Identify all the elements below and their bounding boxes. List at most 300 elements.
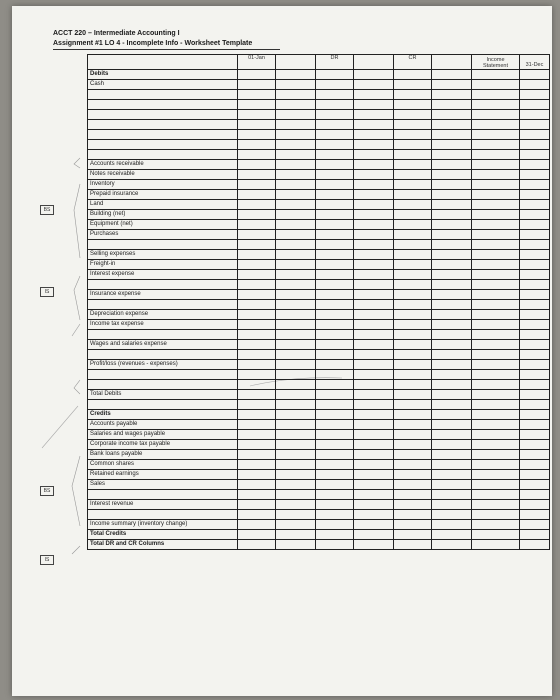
amount-cell bbox=[472, 480, 520, 490]
header-dr: DR bbox=[316, 55, 354, 70]
amount-cell bbox=[316, 410, 354, 420]
amount-cell bbox=[354, 250, 394, 260]
amount-cell bbox=[520, 540, 550, 550]
amount-cell bbox=[316, 540, 354, 550]
amount-cell bbox=[520, 390, 550, 400]
table-row bbox=[88, 460, 550, 470]
table-row bbox=[88, 260, 550, 270]
table-row bbox=[88, 210, 550, 220]
amount-cell bbox=[520, 230, 550, 240]
amount-cell bbox=[316, 210, 354, 220]
table-row bbox=[88, 440, 550, 450]
amount-cell bbox=[316, 460, 354, 470]
amount-cell bbox=[276, 70, 316, 80]
amount-cell bbox=[432, 160, 472, 170]
amount-cell bbox=[316, 330, 354, 340]
account-label bbox=[88, 370, 238, 380]
amount-cell bbox=[432, 250, 472, 260]
amount-cell bbox=[394, 300, 432, 310]
table-row bbox=[88, 230, 550, 240]
amount-cell bbox=[316, 510, 354, 520]
amount-cell bbox=[520, 130, 550, 140]
amount-cell bbox=[432, 460, 472, 470]
amount-cell bbox=[238, 150, 276, 160]
amount-cell bbox=[276, 300, 316, 310]
amount-cell bbox=[276, 520, 316, 530]
amount-cell bbox=[520, 530, 550, 540]
amount-cell bbox=[276, 460, 316, 470]
amount-cell bbox=[432, 320, 472, 330]
amount-cell bbox=[276, 380, 316, 390]
account-label: Salaries and wages payable bbox=[88, 430, 238, 440]
amount-cell bbox=[520, 290, 550, 300]
amount-cell bbox=[432, 500, 472, 510]
amount-cell bbox=[394, 450, 432, 460]
amount-cell bbox=[276, 170, 316, 180]
amount-cell bbox=[276, 500, 316, 510]
amount-cell bbox=[520, 330, 550, 340]
account-label bbox=[88, 240, 238, 250]
account-label: Total Debits bbox=[88, 390, 238, 400]
amount-cell bbox=[432, 540, 472, 550]
account-label: Equipment (net) bbox=[88, 220, 238, 230]
amount-cell bbox=[276, 190, 316, 200]
amount-cell bbox=[238, 380, 276, 390]
amount-cell bbox=[276, 540, 316, 550]
amount-cell bbox=[238, 480, 276, 490]
amount-cell bbox=[316, 490, 354, 500]
amount-cell bbox=[520, 190, 550, 200]
amount-cell bbox=[354, 280, 394, 290]
amount-cell bbox=[394, 90, 432, 100]
amount-cell bbox=[432, 370, 472, 380]
amount-cell bbox=[316, 100, 354, 110]
account-label: Land bbox=[88, 200, 238, 210]
amount-cell bbox=[472, 460, 520, 470]
table-row bbox=[88, 400, 550, 410]
amount-cell bbox=[354, 440, 394, 450]
amount-cell bbox=[432, 220, 472, 230]
account-label: Debits bbox=[88, 70, 238, 80]
amount-cell bbox=[520, 360, 550, 370]
table-row bbox=[88, 130, 550, 140]
account-label bbox=[88, 510, 238, 520]
amount-cell bbox=[238, 350, 276, 360]
amount-cell bbox=[354, 150, 394, 160]
amount-cell bbox=[238, 320, 276, 330]
account-label: Interest expense bbox=[88, 270, 238, 280]
amount-cell bbox=[432, 450, 472, 460]
amount-cell bbox=[520, 110, 550, 120]
amount-cell bbox=[238, 440, 276, 450]
amount-cell bbox=[316, 340, 354, 350]
amount-cell bbox=[354, 530, 394, 540]
amount-cell bbox=[472, 310, 520, 320]
amount-cell bbox=[472, 260, 520, 270]
amount-cell bbox=[354, 480, 394, 490]
amount-cell bbox=[472, 530, 520, 540]
amount-cell bbox=[238, 120, 276, 130]
amount-cell bbox=[354, 400, 394, 410]
amount-cell bbox=[520, 80, 550, 90]
amount-cell bbox=[316, 520, 354, 530]
amount-cell bbox=[394, 420, 432, 430]
amount-cell bbox=[520, 160, 550, 170]
amount-cell bbox=[472, 80, 520, 90]
amount-cell bbox=[354, 160, 394, 170]
amount-cell bbox=[354, 260, 394, 270]
amount-cell bbox=[316, 230, 354, 240]
amount-cell bbox=[432, 420, 472, 430]
amount-cell bbox=[520, 380, 550, 390]
table-row bbox=[88, 370, 550, 380]
amount-cell bbox=[238, 340, 276, 350]
amount-cell bbox=[316, 350, 354, 360]
side-label-is: IS bbox=[40, 555, 54, 565]
amount-cell bbox=[276, 130, 316, 140]
amount-cell bbox=[276, 330, 316, 340]
amount-cell bbox=[472, 160, 520, 170]
amount-cell bbox=[238, 210, 276, 220]
amount-cell bbox=[472, 290, 520, 300]
amount-cell bbox=[394, 520, 432, 530]
amount-cell bbox=[238, 460, 276, 470]
header-dec: 31-Dec bbox=[520, 55, 550, 70]
header-income-statement: Income Statement bbox=[472, 55, 520, 70]
amount-cell bbox=[520, 310, 550, 320]
amount-cell bbox=[432, 430, 472, 440]
amount-cell bbox=[276, 140, 316, 150]
amount-cell bbox=[472, 400, 520, 410]
amount-cell bbox=[472, 270, 520, 280]
amount-cell bbox=[432, 510, 472, 520]
amount-cell bbox=[354, 320, 394, 330]
amount-cell bbox=[276, 100, 316, 110]
table-row bbox=[88, 430, 550, 440]
amount-cell bbox=[316, 530, 354, 540]
account-label: Cash bbox=[88, 80, 238, 90]
amount-cell bbox=[316, 170, 354, 180]
amount-cell bbox=[432, 260, 472, 270]
account-label: Credits bbox=[88, 410, 238, 420]
amount-cell bbox=[394, 270, 432, 280]
amount-cell bbox=[238, 190, 276, 200]
amount-cell bbox=[394, 110, 432, 120]
amount-cell bbox=[276, 440, 316, 450]
amount-cell bbox=[238, 540, 276, 550]
amount-cell bbox=[238, 510, 276, 520]
amount-cell bbox=[276, 200, 316, 210]
amount-cell bbox=[432, 150, 472, 160]
amount-cell bbox=[520, 270, 550, 280]
amount-cell bbox=[394, 360, 432, 370]
amount-cell bbox=[472, 540, 520, 550]
amount-cell bbox=[472, 70, 520, 80]
table-row bbox=[88, 300, 550, 310]
amount-cell bbox=[394, 130, 432, 140]
assignment-title: Assignment #1 LO 4 - Incomplete Info - Worksheet Template bbox=[53, 40, 253, 47]
header-account-cell bbox=[88, 55, 238, 70]
amount-cell bbox=[276, 220, 316, 230]
amount-cell bbox=[394, 400, 432, 410]
amount-cell bbox=[394, 240, 432, 250]
amount-cell bbox=[276, 320, 316, 330]
amount-cell bbox=[238, 430, 276, 440]
table-row bbox=[88, 220, 550, 230]
amount-cell bbox=[238, 410, 276, 420]
amount-cell bbox=[238, 290, 276, 300]
amount-cell bbox=[520, 300, 550, 310]
table-row bbox=[88, 190, 550, 200]
account-label bbox=[88, 300, 238, 310]
amount-cell bbox=[354, 270, 394, 280]
amount-cell bbox=[432, 240, 472, 250]
amount-cell bbox=[276, 160, 316, 170]
table-row bbox=[88, 410, 550, 420]
amount-cell bbox=[276, 480, 316, 490]
amount-cell bbox=[354, 430, 394, 440]
amount-cell bbox=[520, 180, 550, 190]
amount-cell bbox=[238, 310, 276, 320]
account-label: Sales bbox=[88, 480, 238, 490]
account-label bbox=[88, 380, 238, 390]
table-row bbox=[88, 510, 550, 520]
amount-cell bbox=[276, 150, 316, 160]
amount-cell bbox=[432, 170, 472, 180]
amount-cell bbox=[316, 500, 354, 510]
amount-cell bbox=[238, 490, 276, 500]
amount-cell bbox=[316, 440, 354, 450]
amount-cell bbox=[472, 450, 520, 460]
amount-cell bbox=[354, 310, 394, 320]
amount-cell bbox=[472, 90, 520, 100]
amount-cell bbox=[394, 340, 432, 350]
amount-cell bbox=[472, 300, 520, 310]
amount-cell bbox=[238, 400, 276, 410]
amount-cell bbox=[354, 380, 394, 390]
amount-cell bbox=[316, 400, 354, 410]
amount-cell bbox=[432, 480, 472, 490]
amount-cell bbox=[316, 150, 354, 160]
amount-cell bbox=[520, 410, 550, 420]
amount-cell bbox=[316, 270, 354, 280]
amount-cell bbox=[238, 420, 276, 430]
amount-cell bbox=[520, 140, 550, 150]
amount-cell bbox=[276, 430, 316, 440]
amount-cell bbox=[354, 470, 394, 480]
amount-cell bbox=[238, 80, 276, 90]
table-row bbox=[88, 70, 550, 80]
amount-cell bbox=[354, 90, 394, 100]
account-label: Wages and salaries expense bbox=[88, 340, 238, 350]
amount-cell bbox=[316, 220, 354, 230]
amount-cell bbox=[316, 190, 354, 200]
amount-cell bbox=[394, 150, 432, 160]
amount-cell bbox=[316, 240, 354, 250]
amount-cell bbox=[520, 460, 550, 470]
amount-cell bbox=[394, 180, 432, 190]
table-row bbox=[88, 470, 550, 480]
amount-cell bbox=[276, 80, 316, 90]
amount-cell bbox=[432, 340, 472, 350]
amount-cell bbox=[432, 400, 472, 410]
amount-cell bbox=[394, 280, 432, 290]
amount-cell bbox=[520, 250, 550, 260]
amount-cell bbox=[276, 310, 316, 320]
account-label: Accounts payable bbox=[88, 420, 238, 430]
amount-cell bbox=[472, 500, 520, 510]
amount-cell bbox=[354, 80, 394, 90]
amount-cell bbox=[238, 160, 276, 170]
amount-cell bbox=[472, 410, 520, 420]
amount-cell bbox=[520, 240, 550, 250]
amount-cell bbox=[520, 200, 550, 210]
amount-cell bbox=[238, 180, 276, 190]
amount-cell bbox=[354, 360, 394, 370]
table-row bbox=[88, 540, 550, 550]
amount-cell bbox=[276, 210, 316, 220]
amount-cell bbox=[472, 520, 520, 530]
amount-cell bbox=[520, 100, 550, 110]
amount-cell bbox=[394, 170, 432, 180]
account-label: Building (net) bbox=[88, 210, 238, 220]
amount-cell bbox=[354, 220, 394, 230]
amount-cell bbox=[354, 100, 394, 110]
table-row bbox=[88, 310, 550, 320]
amount-cell bbox=[354, 390, 394, 400]
amount-cell bbox=[472, 110, 520, 120]
account-label: Depreciation expense bbox=[88, 310, 238, 320]
amount-cell bbox=[316, 300, 354, 310]
amount-cell bbox=[238, 140, 276, 150]
amount-cell bbox=[520, 430, 550, 440]
amount-cell bbox=[316, 360, 354, 370]
account-label: Freight-in bbox=[88, 260, 238, 270]
table-row bbox=[88, 160, 550, 170]
amount-cell bbox=[432, 410, 472, 420]
amount-cell bbox=[432, 180, 472, 190]
amount-cell bbox=[520, 150, 550, 160]
amount-cell bbox=[276, 410, 316, 420]
amount-cell bbox=[394, 390, 432, 400]
amount-cell bbox=[394, 330, 432, 340]
amount-cell bbox=[394, 460, 432, 470]
amount-cell bbox=[276, 490, 316, 500]
table-row bbox=[88, 140, 550, 150]
amount-cell bbox=[276, 260, 316, 270]
amount-cell bbox=[520, 320, 550, 330]
amount-cell bbox=[354, 510, 394, 520]
account-label: Selling expenses bbox=[88, 250, 238, 260]
table-row bbox=[88, 380, 550, 390]
amount-cell bbox=[472, 250, 520, 260]
amount-cell bbox=[276, 470, 316, 480]
amount-cell bbox=[354, 200, 394, 210]
amount-cell bbox=[238, 70, 276, 80]
amount-cell bbox=[276, 110, 316, 120]
table-row bbox=[88, 110, 550, 120]
amount-cell bbox=[276, 280, 316, 290]
amount-cell bbox=[316, 130, 354, 140]
account-label: Income summary (inventory change) bbox=[88, 520, 238, 530]
account-label bbox=[88, 90, 238, 100]
amount-cell bbox=[472, 230, 520, 240]
amount-cell bbox=[316, 110, 354, 120]
amount-cell bbox=[472, 180, 520, 190]
amount-cell bbox=[432, 100, 472, 110]
amount-cell bbox=[316, 80, 354, 90]
amount-cell bbox=[354, 190, 394, 200]
amount-cell bbox=[520, 490, 550, 500]
table-row bbox=[88, 450, 550, 460]
account-label: Bank loans payable bbox=[88, 450, 238, 460]
column-header-row bbox=[88, 55, 550, 70]
amount-cell bbox=[394, 70, 432, 80]
amount-cell bbox=[432, 290, 472, 300]
amount-cell bbox=[432, 70, 472, 80]
table-row bbox=[88, 90, 550, 100]
amount-cell bbox=[316, 470, 354, 480]
amount-cell bbox=[354, 490, 394, 500]
amount-cell bbox=[354, 460, 394, 470]
amount-cell bbox=[432, 390, 472, 400]
table-row bbox=[88, 530, 550, 540]
amount-cell bbox=[432, 130, 472, 140]
amount-cell bbox=[354, 520, 394, 530]
amount-cell bbox=[354, 420, 394, 430]
amount-cell bbox=[316, 180, 354, 190]
amount-cell bbox=[394, 500, 432, 510]
amount-cell bbox=[520, 260, 550, 270]
amount-cell bbox=[394, 310, 432, 320]
amount-cell bbox=[238, 330, 276, 340]
amount-cell bbox=[238, 90, 276, 100]
amount-cell bbox=[276, 510, 316, 520]
amount-cell bbox=[520, 370, 550, 380]
side-label-bs: BS bbox=[40, 486, 54, 496]
account-label: Interest revenue bbox=[88, 500, 238, 510]
amount-cell bbox=[316, 70, 354, 80]
amount-cell bbox=[432, 140, 472, 150]
amount-cell bbox=[472, 380, 520, 390]
table-row bbox=[88, 390, 550, 400]
amount-cell bbox=[276, 420, 316, 430]
table-row bbox=[88, 420, 550, 430]
amount-cell bbox=[472, 320, 520, 330]
amount-cell bbox=[394, 160, 432, 170]
amount-cell bbox=[354, 330, 394, 340]
amount-cell bbox=[316, 420, 354, 430]
amount-cell bbox=[394, 380, 432, 390]
amount-cell bbox=[432, 310, 472, 320]
amount-cell bbox=[238, 390, 276, 400]
amount-cell bbox=[276, 390, 316, 400]
amount-cell bbox=[354, 290, 394, 300]
amount-cell bbox=[432, 280, 472, 290]
amount-cell bbox=[394, 210, 432, 220]
amount-cell bbox=[354, 170, 394, 180]
amount-cell bbox=[432, 110, 472, 120]
table-row bbox=[88, 330, 550, 340]
amount-cell bbox=[276, 230, 316, 240]
amount-cell bbox=[354, 230, 394, 240]
table-row bbox=[88, 360, 550, 370]
side-label-is: IS bbox=[40, 287, 54, 297]
account-label: Retained earnings bbox=[88, 470, 238, 480]
amount-cell bbox=[276, 240, 316, 250]
amount-cell bbox=[316, 160, 354, 170]
amount-cell bbox=[316, 450, 354, 460]
